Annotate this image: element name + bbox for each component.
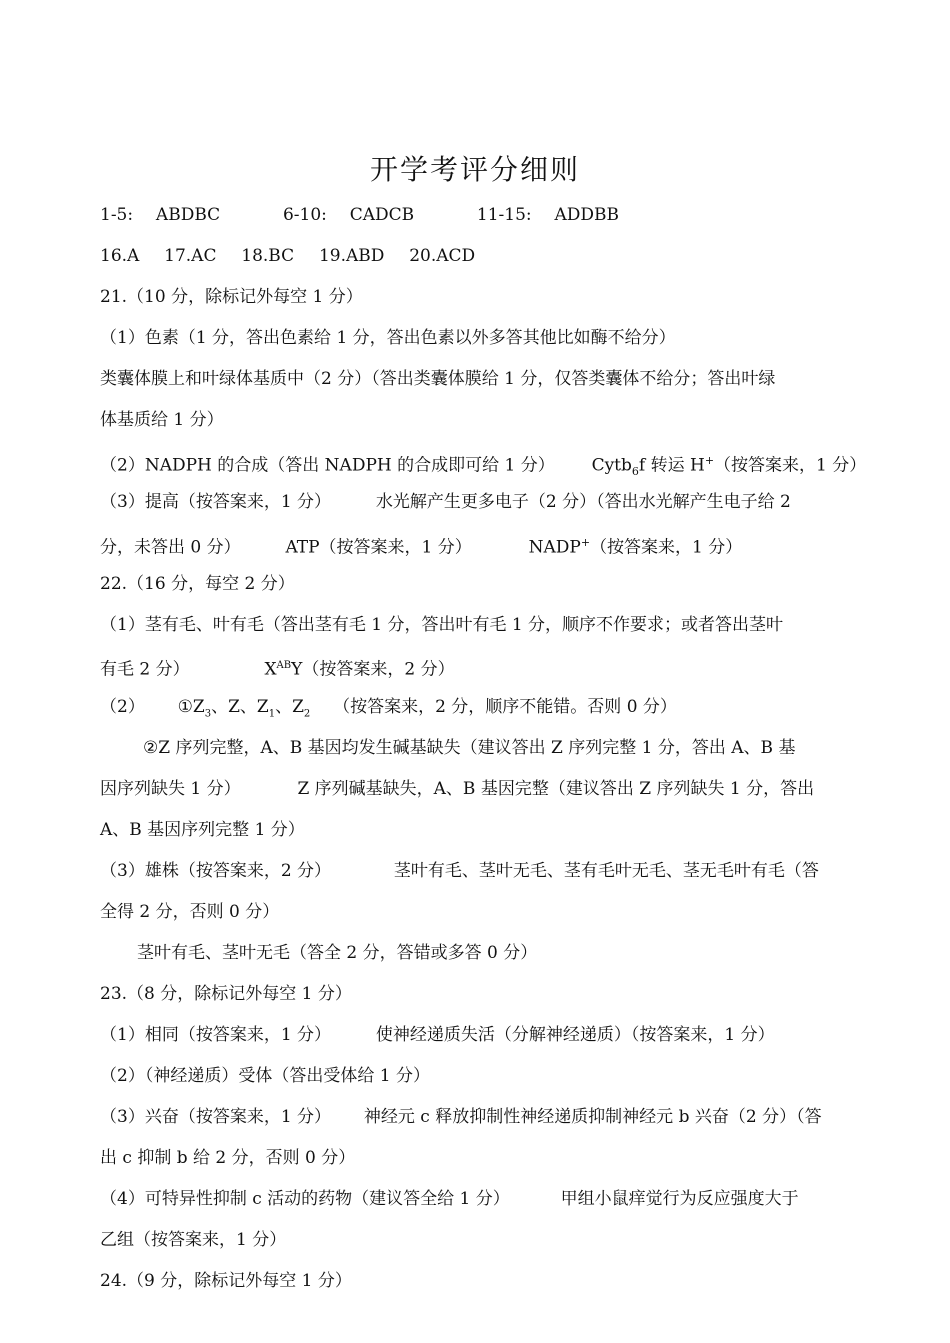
q24-heading: 24.（9 分，除标记外每空 1 分） <box>100 1271 352 1291</box>
q21-part3-line2 <box>100 531 850 560</box>
q22-part2-2-line2 <box>100 777 850 801</box>
q23-part1-a: （1）相同（按答案来，1 分） <box>100 1025 332 1045</box>
q23-part3-b: 神经元 c 释放抑制性神经递质抑制神经元 b 兴奋（2 分）（答 <box>363 1107 822 1127</box>
q22-part1-sup: AB <box>276 660 292 671</box>
q21-part2-post: （按答案来，1 分） <box>714 455 867 476</box>
q22-part3-line3: 茎叶有毛、茎叶无毛（答全 2 分，答错或多答 0 分） <box>137 943 538 963</box>
q23-part4 <box>100 1187 850 1211</box>
q22-part2-z: ①Z <box>177 697 205 717</box>
multi-answer: 16.A <box>100 246 140 266</box>
q21-part2-sup: + <box>704 454 715 467</box>
q21-part3-sup: + <box>580 536 591 549</box>
q21-part1-line3: 体基质给 1 分） <box>100 410 224 430</box>
mc-range-3: 11-15: <box>476 205 532 225</box>
q21-part3-c: 分，未答出 0 分） <box>100 537 241 558</box>
q22-part2-s2: 2 <box>303 708 311 720</box>
q22-part2-d: （按答案来，2 分，顺序不能错。否则 0 分） <box>333 697 677 717</box>
multi-answer: 18.BC <box>241 246 295 266</box>
q22-part1-line2 <box>100 654 850 682</box>
q22-part2-2: ②Z 序列完整，A、B 基因均发生碱基缺失（建议答出 Z 序列完整 1 分，答出 A、B 基 <box>143 738 796 758</box>
mc-answer-1: ABDBC <box>155 205 221 225</box>
q23-part4-line2: 乙组（按答案来，1 分） <box>100 1230 287 1250</box>
q22-part2-label: （2） <box>100 697 145 717</box>
page-title: 开学考评分细则 <box>369 153 580 186</box>
multi-answer: 17.AC <box>164 246 217 266</box>
q22-part1-b: 有毛 2 分） <box>100 659 190 680</box>
q23-part3 <box>100 1105 850 1129</box>
mc-range-1: 1-5: <box>100 205 134 225</box>
q21-part3-d: ATP（按答案来，1 分） <box>285 537 472 558</box>
q23-part4-a: （4）可特异性抑制 c 活动的药物（建议答全给 1 分） <box>100 1189 510 1209</box>
q23-part1-b: 使神经递质失活（分解神经递质）（按答案来，1 分） <box>375 1025 775 1045</box>
q23-part3-line2: 出 c 抑制 b 给 2 分，否则 0 分） <box>100 1148 356 1168</box>
q21-part1: （1）色素（1 分，答出色素给 1 分，答出色素以外多答其他比如酶不给分） <box>100 328 676 348</box>
mc-answer-3: ADDBB <box>554 205 620 225</box>
mc-answer-2: CADCB <box>349 205 415 225</box>
q21-part2-a: （2）NADPH 的合成（答出 NADPH 的合成即可给 1 分） <box>100 455 555 476</box>
q22-part3-a: （3）雄株（按答案来，2 分） <box>100 861 332 881</box>
q22-part2-s3: 3 <box>204 708 212 720</box>
q21-part2-cyt: Cytb <box>591 455 632 476</box>
multi-answer: 20.ACD <box>409 246 476 266</box>
q21-part2-sub: 6 <box>631 465 639 479</box>
q23-part1 <box>100 1023 850 1047</box>
q22-part3-b: 茎叶有毛、茎叶无毛、茎有毛叶无毛、茎无毛叶有毛（答 <box>393 861 819 881</box>
q22-part2-2c: Z 序列碱基缺失，A、B 基因完整（建议答出 Z 序列缺失 1 分，答出 <box>297 779 815 799</box>
q22-part2-2b: 因序列缺失 1 分） <box>100 779 241 799</box>
mc-range-2: 6-10: <box>282 205 327 225</box>
q21-part3 <box>100 490 850 514</box>
q22-part2-c: 、Z <box>275 697 304 717</box>
q21-part1-line2: 类囊体膜上和叶绿体基质中（2 分）（答出类囊体膜给 1 分，仅答类囊体不给分；答出叶绿 <box>100 369 776 389</box>
multi-answer: 19.ABD <box>318 246 385 266</box>
q22-part3-line2: 全得 2 分，否则 0 分） <box>100 902 280 922</box>
q21-heading: 21.（10 分，除标记外每空 1 分） <box>100 287 363 307</box>
mc-answers-row <box>100 203 850 227</box>
q22-part3 <box>100 859 850 883</box>
q21-part3-b: 水光解产生更多电子（2 分）（答出水光解产生电子给 2 <box>375 492 791 512</box>
q21-part2 <box>100 449 867 484</box>
q21-part3-e: （按答案来，1 分） <box>590 537 743 558</box>
q22-part1: （1）茎有毛、叶有毛（答出茎有毛 1 分，答出叶有毛 1 分，顺序不作要求；或者答出茎叶 <box>100 615 784 635</box>
q23-part3-a: （3）兴奋（按答案来，1 分） <box>100 1107 332 1127</box>
q22-heading: 22.（16 分，每空 2 分） <box>100 574 295 594</box>
q23-part2: （2）（神经递质）受体（答出受体给 1 分） <box>100 1066 430 1086</box>
q22-part1-c: Y（按答案来，2 分） <box>291 659 455 680</box>
q22-part2-2-line3: A、B 基因序列完整 1 分） <box>100 820 305 840</box>
q22-part1-x: X <box>264 659 277 680</box>
q22-part2 <box>100 695 850 726</box>
q21-part3-a: （3）提高（按答案来，1 分） <box>100 492 332 512</box>
q21-part3-nadp: NADP <box>528 537 581 558</box>
q23-part4-b: 甲组小鼠痒觉行为反应强度大于 <box>560 1189 799 1209</box>
q21-part2-mid: f 转运 H <box>638 455 705 476</box>
q22-part2-s1: 1 <box>268 708 276 720</box>
multi-answers-row <box>100 244 850 268</box>
q23-heading: 23.（8 分，除标记外每空 1 分） <box>100 984 352 1004</box>
q22-part2-b: 、Z、Z <box>211 697 269 717</box>
